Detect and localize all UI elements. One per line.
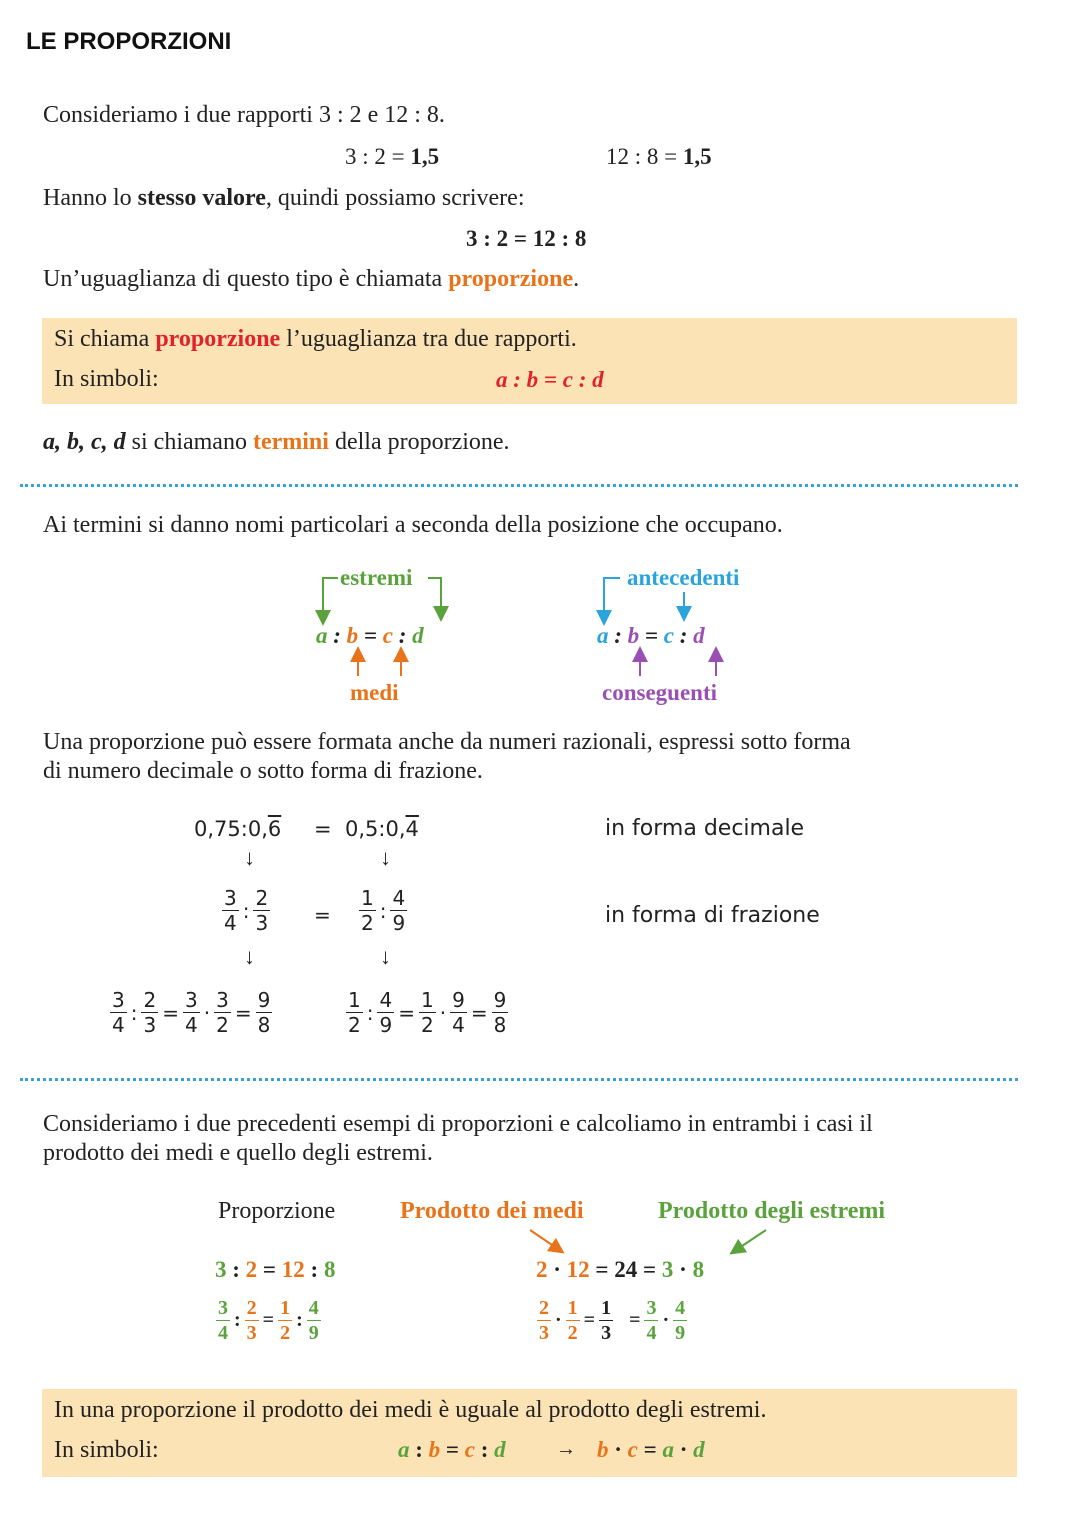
antecedenti-bracket xyxy=(604,578,620,618)
col-proporzione: Proporzione xyxy=(218,1198,336,1224)
down-arrow-2: ↓ xyxy=(380,845,391,870)
intro-line-3: Un’uguaglianza di questo tipo è chiamata proporzione. xyxy=(43,266,580,292)
ratio-eq-1: 3 : 2 = 1,5 xyxy=(345,144,440,169)
main-proportion: 3 : 2 = 12 : 8 xyxy=(466,226,587,251)
fraction-caption: in forma di frazione xyxy=(605,903,820,928)
conseguenti-label: conseguenti xyxy=(602,680,717,705)
medi-product-arrow xyxy=(530,1230,558,1249)
col-prodotto-estremi: Prodotto degli estremi xyxy=(658,1198,886,1224)
terms-line: a, b, c, d si chiamano termini della proporzione. xyxy=(43,429,510,455)
calc-right: $\frac{1}{2}$ : $\frac{4}{9}$ = $\frac{1}{2}$ · $\frac{9}{4}$ = $\frac{9}{8}$ xyxy=(348,988,507,1037)
estremi-proportion: a : b = c : d xyxy=(316,623,424,648)
rule-symbols-lhs: a : b = c : d xyxy=(398,1437,506,1462)
down-arrow-3: ↓ xyxy=(244,944,255,969)
fraction-right: $\frac{1}{2}$ : $\frac{4}{9}$ xyxy=(361,886,406,935)
estremi-bracket-right xyxy=(428,578,441,614)
antecedenti-proportion: a : b = c : d xyxy=(597,623,705,648)
estremi-label: estremi xyxy=(340,565,413,590)
rule-symbols-label: In simboli: xyxy=(54,1437,159,1463)
definition-symbols-expr: a : b = c : d xyxy=(496,367,604,392)
product-line-2: prodotto dei medi e quello degli estremi. xyxy=(43,1140,433,1166)
rule-arrow: → xyxy=(556,1438,576,1460)
intro-line-1: Consideriamo i due rapporti 3 : 2 e 12 : 8. xyxy=(43,102,445,128)
page-title: LE PROPORZIONI xyxy=(26,28,232,55)
decimal-caption: in forma decimale xyxy=(605,816,805,841)
down-arrow-4: ↓ xyxy=(380,944,391,969)
medi-label: medi xyxy=(350,680,399,705)
product-line-1: Consideriamo i due precedenti esempi di proporzioni e calcoliamo in entrambi i casi il xyxy=(43,1111,873,1137)
decimal-eq: = xyxy=(314,817,332,841)
rule-text: In una proporzione il prodotto dei medi è uguale al prodotto degli estremi. xyxy=(54,1397,767,1423)
rational-line-2: di numero decimale o sotto forma di frazione. xyxy=(43,758,483,784)
estremi-bracket-left xyxy=(323,578,338,618)
names-intro: Ai termini si danno nomi particolari a seconda della posizione che occupano. xyxy=(43,512,783,538)
row2-proportion: $\frac{3}{4}$ : $\frac{2}{3}$ = $\frac{1}{2}$ : $\frac{4}{9}$ xyxy=(218,1297,319,1344)
fraction-left: $\frac{3}{4}$ : $\frac{2}{3}$ xyxy=(224,886,269,935)
row1-proportion: 3 : 2 = 12 : 8 xyxy=(215,1257,336,1282)
antecedenti-label: antecedenti xyxy=(627,565,740,590)
fraction-eq: = xyxy=(314,903,331,927)
decimal-right: 0,5:0,4 xyxy=(345,817,419,841)
row1-products: 2 · 12 = 24 = 3 · 8 xyxy=(536,1257,705,1282)
col-prodotto-medi: Prodotto dei medi xyxy=(400,1198,584,1224)
down-arrow-1: ↓ xyxy=(244,845,255,870)
decimal-left: 0,75:0,6 xyxy=(194,817,282,841)
definition-text: Si chiama proporzione l’uguaglianza tra due rapporti. xyxy=(54,326,577,352)
calc-left: $\frac{3}{4}$ : $\frac{2}{3}$ = $\frac{3}{4}$ · $\frac{3}{2}$ = $\frac{9}{8}$ xyxy=(112,988,271,1037)
estremi-product-arrow xyxy=(736,1230,766,1250)
rational-line-1: Una proporzione può essere formata anche da numeri razionali, espressi sotto forma xyxy=(43,729,851,755)
row2-products: $\frac{2}{3}$ · $\frac{1}{2}$ = $\frac{1}{3}$ = $\frac{3}{4}$ · $\frac{4}{9}$ xyxy=(539,1297,686,1344)
intro-line-2: Hanno lo stesso valore, quindi possiamo scrivere: xyxy=(43,185,525,211)
ratio-eq-2: 12 : 8 = 1,5 xyxy=(606,144,712,169)
divider-2 xyxy=(20,1078,1018,1081)
definition-symbols-label: In simboli: xyxy=(54,366,159,392)
rule-symbols-rhs: b · c = a · d xyxy=(597,1437,705,1462)
